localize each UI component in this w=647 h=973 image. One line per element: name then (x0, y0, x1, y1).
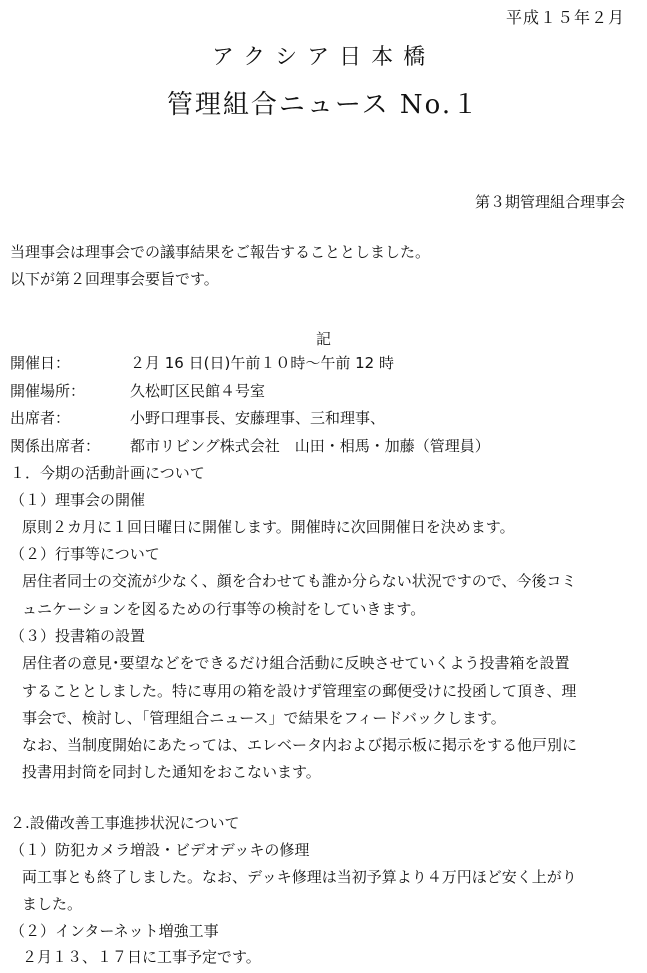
section2-item2-heading: （２）インターネット増強工事 (10, 922, 219, 940)
document-date: 平成１５年２月 (505, 8, 625, 27)
section2-item1-line2: ました。 (22, 895, 83, 913)
section1-item1-text: 原則２カ月に１回日曜日に開催します。開催時に次回開催日を決めます。 (22, 518, 515, 536)
meeting-date-value: ２月 16 日(日)午前１０時～午前 12 時 (130, 354, 394, 372)
section2-item1-line1: 両工事とも終了しました。なお、デッキ修理は当初予算より４万円ほど安く上がり (22, 868, 577, 886)
related-attendees-label: 関係出席者： (10, 437, 101, 455)
section1-item3-heading: （３）投書箱の設置 (10, 627, 146, 645)
section1-heading: １．今期の活動計画について (10, 464, 205, 482)
intro-line-2: 以下が第２回理事会要旨です。 (10, 270, 219, 288)
section1-item3-line1: 居住者の意見･要望などをできるだけ組合活動に反映させていくよう投書箱を設置 (22, 654, 570, 672)
attendees-value: 小野口理事長、安藤理事、三和理事、 (130, 409, 386, 427)
section2-item2-text: ２月１３、１７日に工事予定です。 (22, 948, 261, 966)
meeting-place-value: 久松町区民館４号室 (130, 382, 266, 400)
meeting-date-label: 開催日： (10, 354, 71, 372)
section1-item2-line2: ュニケーションを図るための行事等の検討をしていきます。 (22, 600, 426, 618)
meeting-place-label: 開催場所： (10, 382, 86, 400)
section1-item3-line3: 事会で、検討し、「管理組合ニュース」で結果をフィードバックします。 (22, 709, 506, 727)
issuer: 第３期管理組合理事会 (474, 193, 625, 211)
section1-item3-line4: なお、当制度開始にあたっては、エレベータ内および掲示板に掲示をする他戸別に (22, 736, 578, 754)
section1-item3-line2: することとしました。特に専用の箱を設けず管理室の郵便受けに投函して頂き、理 (22, 682, 577, 700)
intro-line-1: 当理事会は理事会での議事結果をご報告することとしました。 (10, 243, 431, 261)
newsletter-title: 管理組合ニュース No.１ (166, 90, 481, 120)
section2-heading: ２.設備改善工事進捗状況について (10, 814, 240, 832)
section2-item1-heading: （１）防犯カメラ増設・ビデオデッキの修理 (10, 841, 310, 859)
section1-item3-line5: 投書用封筒を同封した通知をおこないます。 (22, 763, 321, 781)
attendees-label: 出席者： (10, 409, 71, 427)
section1-item2-line1: 居住者同士の交流が少なく、顔を合わせても誰か分らない状況ですので、今後コミ (22, 572, 577, 590)
related-attendees-value: 都市リビング株式会社 山田・相馬・加藤（管理員） (130, 437, 490, 455)
building-name: アクシア日本橋 (211, 45, 436, 70)
section1-item2-heading: （２）行事等について (10, 545, 160, 563)
section1-item1-heading: （１）理事会の開催 (10, 491, 146, 509)
ki-mark: 記 (315, 330, 331, 348)
